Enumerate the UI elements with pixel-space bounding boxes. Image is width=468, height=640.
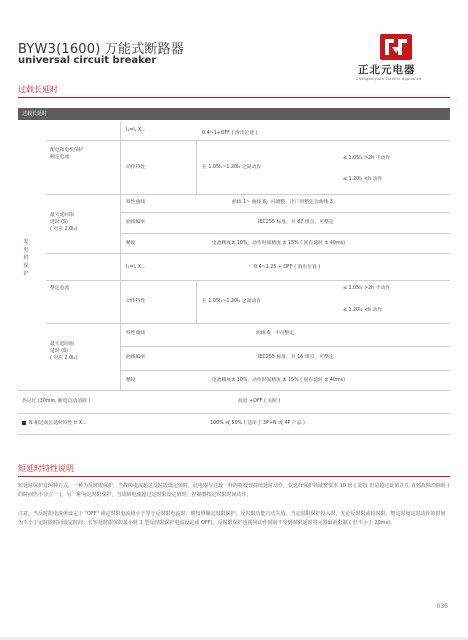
group2-char-label: 特性曲线 (126, 200, 146, 205)
group2-label: 最大延时限 延时 (S) ( 对应 2.0I₁) (50, 213, 78, 232)
bullet-square-icon (22, 421, 26, 425)
brand-logo (342, 34, 450, 84)
section-title-overload: 过载长延时 (18, 85, 58, 94)
n-phase-label (22, 420, 87, 427)
page-subtitle: universal circuit breaker (18, 55, 157, 66)
group1-cond1: ≤ 1.05I₁ >2h 不动作 (343, 156, 391, 161)
page-number: 036 (436, 603, 448, 610)
group4-curve-label: 曲线编率 (126, 355, 146, 360)
group2-char-value: 曲线 1~ 曲线 6，可调整，出厂时整定为曲线 3 (232, 200, 333, 205)
section-rule (18, 97, 450, 98)
group1-cond2: ≤ 1.20I₁ <h 动作 (343, 177, 383, 182)
group4-accuracy-value: 电流精度± 10%，动作时间精度 ± 15% ( 固有延时 ± 40ms) (212, 378, 346, 383)
group1-label: 配电和电机保护 额定电流 (50, 148, 84, 160)
side-label-generator-protection: 发 电 机 保 护 (23, 239, 29, 277)
group2-accuracy-label: 精度 (126, 241, 136, 246)
group3-range: 在 1.05I₁~1.20I₁ 之间动作 (202, 299, 262, 304)
group3-cond2: ≤ 1.20I₁ <h 动作 (343, 308, 383, 313)
page-title: BYW3(1600) 万能式断路器 (18, 42, 185, 57)
group3-label: 整定电流 (50, 286, 70, 291)
group2-accuracy-value: 电流精度± 10%，动作时间精度 ± 15% ( 固有延时 ± 40ms) (212, 241, 346, 246)
group1-range: 在 1.05I₁~1.20I₁ 之间动作 (202, 165, 262, 170)
logo-name-en: Zhengbeiyuan Electric Appliance (356, 77, 422, 81)
row1-threshold: I₁=I, X... (126, 128, 146, 133)
logo-name-cn: 正北元电器 (358, 64, 416, 76)
row1-value: 0.4~1+OFF ( 滑出位置 ) (202, 131, 258, 136)
group3-mode: 动作特性 (126, 299, 146, 304)
group4-accuracy-label: 精度 (126, 378, 136, 383)
section-title-short-delay: 短延时特性说明 (18, 464, 74, 473)
logo-mark-icon (380, 34, 412, 60)
thermal-memory-label: 热记忆 (30min, 断电自动消除 ) (22, 399, 91, 404)
group3-cond1: ≤ 1.05I₁ >2h 不动作 (343, 286, 391, 291)
short-delay-paragraph-2: 注意，当反时限电流值设定于 "OFF" 或定时限电流值小于等于反时限电流时，则按照额定时限保护，反时限功能自动失效。当定时限保护投入时，无论反时限或短时限，整定时间定时动作的时间为不小于定时限时间设定时间；长短延时限保护最小时 1 型反时限保护电流设定或 OFF)，反时限保护也视同动作时间不受到时限延时将元器最前限制 ( 但不小于 20ms)。 (18, 511, 446, 526)
table-header: 过载长延时 (18, 108, 450, 120)
group4-label: 最大延时限 延时 (S) ( 对应 2.0I₁) (50, 342, 78, 361)
group4-curve-value: IEC255 标准，共 16 组点，可整定 (258, 355, 334, 360)
row2-value: 0.4~1.25 + OFF ( 滑出位置 ) (254, 265, 321, 270)
group2-curve-label: 曲线编率 (126, 220, 146, 225)
row2-threshold: I₁=I, X... (126, 265, 146, 270)
n-phase-label-text: N 相过载长延时特性 Ir X... (29, 421, 87, 426)
group2-curve-value: IEC255 标准，共 87 组点，可整定 (258, 220, 334, 225)
section-rule (18, 476, 450, 477)
group4-char-label: 特性曲线 (126, 331, 146, 336)
n-phase-value: 100% 或 50% ( 适用于 3P+N 或 4P 产品 ) (210, 421, 305, 426)
thermal-memory-value: 投退 +OFF ( 关断 ) (238, 399, 281, 404)
group1-mode: 动作特性 (126, 165, 146, 170)
short-delay-paragraph-1: 短延时保护有两种方式，一种为反时限保护，当故障电流超过反时限设定值时，此电器与过载一样的将按该持续延时动作，仅选择保护领域整要求 10 倍 ( 需按 但是超过此值并且 直到故障消除时 ) 的时间仍不分立一 )，另一种为定时限保护，当故障电流超过定时限设定值时，控制器按定时限时间动作。 (18, 483, 450, 498)
group4-char-value: 曲线 6，不可整定 (256, 331, 295, 336)
